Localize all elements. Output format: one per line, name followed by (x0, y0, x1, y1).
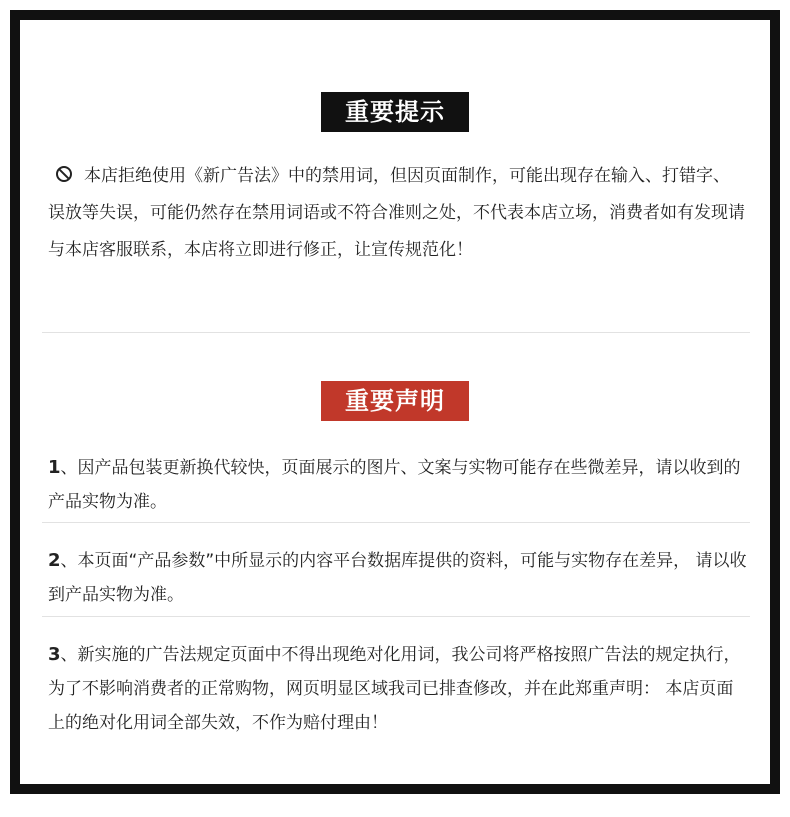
content-area (20, 20, 770, 784)
declaration-item-1 (48, 451, 748, 519)
declaration-title: 重要声明 (321, 381, 469, 421)
ban-icon (56, 166, 72, 182)
page-frame (10, 10, 780, 794)
divider (42, 616, 750, 617)
divider (42, 522, 750, 523)
item-number: 2 (48, 550, 61, 571)
item-number: 3 (48, 644, 61, 665)
declaration-item-3 (48, 638, 748, 740)
item-text: 、本页面“产品参数”中所显示的内容平台数据库提供的资料，可能与实物存在差异， 请以收到产品实物为准。 (48, 551, 747, 605)
notice-text: 本店拒绝使用《新广告法》中的禁用词，但因页面制作，可能出现存在输入、打错字、 误放等失误，可能仍然存在禁用词语或不符合准则之处，不代表本店立场，消费者如有发现请与本店客服联系，本店将立即进行修正，让宣传规范化！ (48, 166, 745, 260)
divider (42, 332, 750, 333)
notice-title: 重要提示 (321, 92, 469, 132)
declaration-item-2 (48, 544, 748, 612)
item-text: 、新实施的广告法规定页面中不得出现绝对化用词，我公司将严格按照广告法的规定执行，为了不影响消费者的正常购物，网页明显区域我司已排查修改，并在此郑重声明： 本店页面上的绝对化用词全部失效，不作为赔付理由！ (48, 645, 741, 733)
item-text: 、因产品包装更新换代较快，页面展示的图片、文案与实物可能存在些微差异，请以收到的产品实物为准。 (48, 458, 741, 512)
item-number: 1 (48, 457, 61, 478)
notice-text-block (48, 158, 748, 269)
